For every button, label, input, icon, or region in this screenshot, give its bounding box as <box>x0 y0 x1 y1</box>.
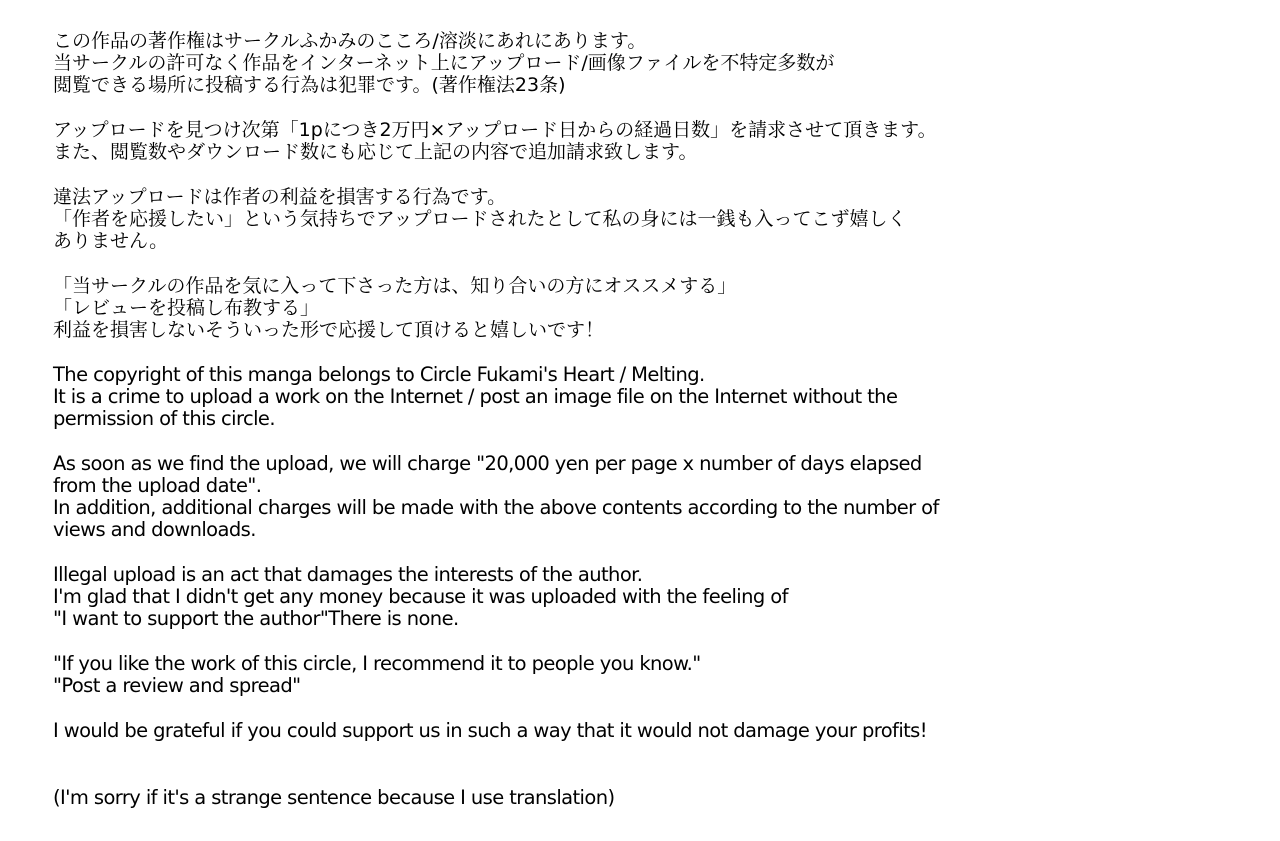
jp-copyright-line-3: 閲覧できる場所に投稿する行為は犯罪です。(著作権法23条) <box>53 74 566 96</box>
jp-illegal-line-2: 「作者を応援したい」という気持ちでアップロードされたとして私の身には一銭も入ってこず嬉しく <box>53 208 907 230</box>
en-support-line-2: "Post a review and spread" <box>53 674 301 697</box>
en-copyright-line-1: The copyright of this manga belongs to Circle Fukami's Heart / Melting. <box>53 363 705 386</box>
en-charge-line-3: In addition, additional charges will be made with the above contents according to the number of <box>53 496 939 519</box>
jp-illegal-line-1: 違法アップロードは作者の利益を損害する行為です。 <box>53 186 507 208</box>
jp-support-line-2: 「レビューを投稿し布教する」 <box>53 297 320 319</box>
jp-copyright-line-1: この作品の著作権はサークルふかみのこころ/溶淡にあれにあります。 <box>53 30 647 52</box>
en-illegal-line-3: "I want to support the author"There is none. <box>53 607 459 630</box>
jp-illegal-line-3: ありません。 <box>53 230 169 252</box>
jp-copyright-line-2: 当サークルの許可なく作品をインターネット上にアップロード/画像ファイルを不特定多数が <box>53 52 835 74</box>
jp-charge-line-2: また、閲覧数やダウンロード数にも応じて上記の内容で追加請求致します。 <box>53 141 698 163</box>
jp-charge-line-1: アップロードを見つけ次第「1pにつき2万円×アップロード日からの経過日数」を請求させて頂きます。 <box>53 119 937 141</box>
jp-support-line-1: 「当サークルの作品を気に入って下さった方は、知り合いの方にオススメする」 <box>53 275 737 297</box>
en-copyright-line-3: permission of this circle. <box>53 407 275 430</box>
jp-support-line-3: 利益を損害しないそういった形で応援して頂けると嬉しいです！ <box>53 319 605 341</box>
en-charge-line-2: from the upload date". <box>53 474 262 497</box>
en-copyright-line-2: It is a crime to upload a work on the Internet / post an image file on the Internet without the <box>53 385 898 408</box>
en-illegal-line-2: I'm glad that I didn't get any money because it was uploaded with the feeling of <box>53 585 788 608</box>
en-support-line-1: "If you like the work of this circle, I recommend it to people you know." <box>53 652 701 675</box>
en-apology-line: (I'm sorry if it's a strange sentence because I use translation) <box>53 786 615 809</box>
en-charge-line-4: views and downloads. <box>53 518 256 541</box>
en-grateful-line: I would be grateful if you could support us in such a way that it would not damage your profits! <box>53 719 927 742</box>
en-charge-line-1: As soon as we find the upload, we will charge "20,000 yen per page x number of days elapsed <box>53 452 922 475</box>
en-illegal-line-1: Illegal upload is an act that damages the interests of the author. <box>53 563 643 586</box>
